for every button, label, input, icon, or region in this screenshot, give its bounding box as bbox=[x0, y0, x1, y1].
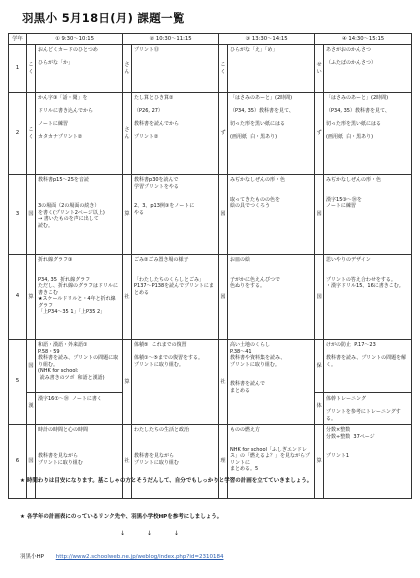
table-row bbox=[9, 255, 412, 340]
subject-cell: こく bbox=[27, 93, 36, 175]
grade-cell: 3 bbox=[9, 175, 27, 255]
assignment-line: 教科書を見ながら bbox=[38, 453, 79, 459]
subject-cell: 算 bbox=[123, 340, 132, 425]
subject-cell: 国 bbox=[315, 255, 324, 340]
assignment-line: 分数×整数 bbox=[326, 427, 351, 433]
subject-label: 国 bbox=[28, 362, 34, 369]
subject-cell: 理 bbox=[219, 425, 228, 499]
subject-cell: こく bbox=[27, 45, 36, 93]
assignment-line: 分数÷整数 37ページ bbox=[326, 433, 375, 440]
assignment-line: 教科書p30を読んで bbox=[134, 177, 179, 183]
assignment-line: → 書いたものを声に出して bbox=[38, 216, 99, 222]
subject-label: 漢 bbox=[27, 392, 35, 419]
note-1: ★ 時間わりは目安になります。基こしゃの方とそうだんして、自分でもしっかりと学習の計画を立てていきましょう。 bbox=[20, 478, 313, 484]
grade-cell: 1 bbox=[9, 45, 27, 93]
assignment-cell bbox=[324, 425, 412, 499]
assignment-cell bbox=[228, 340, 315, 425]
subject-cell: ず bbox=[219, 93, 228, 175]
assignment-line: 時計の時間と心の時間 bbox=[38, 427, 89, 433]
assignment-line: (NHK for school: bbox=[38, 368, 79, 374]
assignment-line: 読む。 bbox=[38, 222, 54, 229]
assignment-line: 教科書p15〜25を音読 bbox=[38, 177, 89, 183]
assignment-line: 教科書を読んで bbox=[230, 381, 266, 387]
assignment-line: 教科書や資料集を読み、 bbox=[230, 355, 286, 361]
assignment-line: 教科書を読み、プリントの問題に取り組む。 bbox=[38, 355, 119, 368]
subject-cell: 図 bbox=[219, 175, 228, 255]
assignment-line: 折れ線グラフ③ bbox=[38, 257, 73, 263]
arrows: ↓ ↓ ↓ bbox=[120, 530, 189, 537]
assignment-cell bbox=[132, 425, 219, 499]
header-period-2: ② 10:30〜11:15 bbox=[123, 34, 219, 45]
assignment-line: (画用紙 白・黒あり) bbox=[230, 134, 278, 140]
assignment-line: プリント② bbox=[134, 134, 159, 140]
subject-label: 体 bbox=[315, 392, 323, 419]
grade-cell: 6 bbox=[9, 425, 27, 499]
assignment-line: ドリルに書き込んでから bbox=[38, 108, 94, 114]
assignment-line: NHK for school「ふしぎエンドレス」の「燃えるよ？」を見ながらプリントに bbox=[230, 446, 311, 466]
grade-cell: 2 bbox=[9, 93, 27, 175]
assignment-cell bbox=[132, 45, 219, 93]
subject-cell: さん bbox=[123, 93, 132, 175]
assignment-cell bbox=[36, 340, 123, 425]
schedule-table bbox=[8, 33, 412, 499]
assignment-line: 体幹トレーニング bbox=[326, 396, 366, 402]
assignment-line: ★スケールドリルと・4年と折れ線グラフ bbox=[38, 296, 116, 309]
subject-cell bbox=[27, 340, 36, 425]
assignment-cell bbox=[132, 175, 219, 255]
assignment-cell bbox=[36, 425, 123, 499]
assignment-line: 学習プリントをやる bbox=[134, 183, 179, 190]
grade-cell: 4 bbox=[9, 255, 27, 340]
assignment-line: ただし、折れ線のグラフはドリルに書きこむ bbox=[38, 283, 119, 296]
subject-cell: こく bbox=[219, 45, 228, 93]
assignment-line: 体積①〜⑤までの復習をする。 bbox=[134, 355, 203, 361]
page-title: 羽黒小 5月18日(月) 課題一覧 bbox=[22, 11, 185, 25]
assignment-line: ・漢字ドリル15、16に書きこむ。 bbox=[326, 283, 404, 289]
header-row bbox=[9, 34, 412, 45]
assignment-line: 切った形を黒い紙にはる bbox=[326, 121, 382, 127]
header-grade: 学年 bbox=[9, 34, 27, 45]
subject-cell: 国 bbox=[27, 425, 36, 499]
assignment-cell bbox=[228, 425, 315, 499]
assignment-line: ひらがな「え」「め」 bbox=[230, 47, 278, 53]
assignment-line: まとめる。5 bbox=[230, 466, 259, 472]
header-period-4: ④ 14:30〜15:15 bbox=[315, 34, 412, 45]
assignment-line: 取ってきたものの色を bbox=[230, 196, 281, 203]
subject-cell: 算 bbox=[27, 255, 36, 340]
assignment-line: ごみ②ごみ置き場の様子 bbox=[134, 257, 189, 263]
assignment-line: みぢかなしぜんの形・色 bbox=[230, 177, 286, 183]
assignment-line: 色ぬりをする。 bbox=[230, 283, 266, 289]
assignment-line: プリント⑬ bbox=[134, 47, 159, 53]
assignment-cell bbox=[228, 93, 315, 175]
assignment-cell bbox=[132, 255, 219, 340]
subject-cell: ず bbox=[315, 93, 324, 175]
footer bbox=[20, 552, 223, 560]
subject-cell: さん bbox=[123, 45, 132, 93]
assignment-line: 2、3、p13例③をノートに bbox=[134, 203, 195, 209]
assignment-line: P.38〜41 bbox=[230, 348, 252, 355]
assignment-line: 体積⑤ これまでの復習 bbox=[134, 342, 187, 348]
assignment-cell bbox=[324, 255, 412, 340]
assignment-line: ものの燃え方 bbox=[230, 427, 261, 433]
assignment-line: (画用紙 白・黒あり) bbox=[326, 134, 374, 140]
assignment-line: 「はさみのあーと」(2時間) bbox=[326, 95, 389, 101]
table-row bbox=[9, 340, 412, 425]
assignment-line: 漢字16①〜⑳ ノートに書く bbox=[38, 396, 102, 402]
assignment-line: まとめる bbox=[230, 387, 251, 394]
subject-cell: 社 bbox=[219, 340, 228, 425]
subject-cell: せい bbox=[315, 45, 324, 93]
assignment-line: 切った形を黒い紙にはる bbox=[230, 121, 286, 127]
assignment-line: 高い土地のくらし bbox=[230, 342, 271, 348]
homepage-link[interactable]: http://www2.schoolweb.ne.jp/weblog/index.php?id=2310184 bbox=[55, 554, 224, 560]
subject-label: 保 bbox=[316, 362, 322, 369]
assignment-line: 教科書を読み、プリントの問題を解く。 bbox=[326, 355, 407, 368]
table-row bbox=[9, 175, 412, 255]
assignment-line: プリントに取り組む bbox=[38, 459, 83, 466]
assignment-cell bbox=[132, 93, 219, 175]
assignment-cell bbox=[36, 93, 123, 175]
assignment-line: P34, 35 折れ線グラフ bbox=[38, 276, 91, 283]
assignment-line: P.58・59 bbox=[38, 348, 60, 355]
assignment-line: やる bbox=[134, 209, 145, 216]
assignment-line: （ふたばのかんさつ） bbox=[326, 60, 377, 66]
assignment-line: 思いやりのデザイン bbox=[326, 257, 371, 263]
assignment-cell bbox=[36, 255, 123, 340]
assignment-line: （P34, 35）教科書を見て、 bbox=[230, 108, 294, 114]
table-row bbox=[9, 93, 412, 175]
assignment-line: 和語・漢語・外来語① bbox=[38, 342, 88, 348]
assignment-line: 漢字15③〜⑳を bbox=[326, 196, 362, 203]
subject-cell: 社 bbox=[123, 425, 132, 499]
assignment-line: プリントに取り組む。 bbox=[134, 361, 184, 368]
subject-cell: 国 bbox=[27, 175, 36, 255]
assignment-cell bbox=[228, 45, 315, 93]
table-row bbox=[9, 45, 412, 93]
assignment-cell bbox=[228, 255, 315, 340]
subject-cell: 図 bbox=[315, 175, 324, 255]
assignment-line: カタカナプリント② bbox=[38, 134, 83, 140]
table-row bbox=[9, 425, 412, 499]
assignment-line: （P34, 35）教科書を見て、 bbox=[326, 108, 390, 114]
grade-cell: 5 bbox=[9, 340, 27, 425]
note-2: ★ 各学年の計画表にのっているリンク先や、羽黒小学校HPを参考にしましょう。 bbox=[20, 514, 223, 520]
subject-cell bbox=[315, 340, 324, 425]
assignment-line: 「わたしたちのくらしとごみ」P137〜P138を読んでプリントにまとめる bbox=[134, 276, 214, 296]
assignment-line: 3の場面（2の場面の続き） bbox=[38, 203, 100, 209]
assignment-line: ノートに練習 bbox=[38, 121, 68, 127]
assignment-line: たし算とひき算② bbox=[134, 95, 174, 101]
assignment-cell bbox=[324, 340, 412, 425]
footer-label: 羽黒小HP bbox=[20, 554, 44, 560]
assignment-line: 絵の具でつくろう bbox=[230, 203, 271, 209]
assignment-cell bbox=[324, 45, 412, 93]
assignment-line: けがの防止 P.17〜23 bbox=[326, 342, 376, 348]
assignment-line: プリント1 bbox=[326, 453, 350, 459]
assignment-line: ひらがな「か」 bbox=[38, 60, 74, 66]
subject-cell: 算 bbox=[123, 175, 132, 255]
assignment-line: 読み書きのツボ 和語と漢語) bbox=[38, 374, 105, 381]
assignment-cell bbox=[324, 175, 412, 255]
assignment-line: 「はさみのあーと」(2時間) bbox=[230, 95, 293, 101]
assignment-cell bbox=[36, 45, 123, 93]
assignment-line: プリントの答え合わせをする。 bbox=[326, 276, 396, 283]
assignment-line: あさがおのかんさつ bbox=[326, 47, 372, 53]
header-period-3: ③ 13:30〜14:15 bbox=[219, 34, 315, 45]
assignment-line: を書く(プリント2ページ以上) bbox=[38, 209, 105, 216]
subject-cell: 図 bbox=[219, 255, 228, 340]
assignment-line: お皿の絵 bbox=[230, 257, 251, 263]
assignment-cell bbox=[228, 175, 315, 255]
assignment-line: かん字③「話・聞」を bbox=[38, 95, 88, 101]
subject-cell: 算 bbox=[315, 425, 324, 499]
assignment-line: プリントに取り組む。 bbox=[230, 361, 280, 368]
assignment-line: ノートに練習 bbox=[326, 203, 356, 209]
assignment-line: 子がかに色えんぴつで bbox=[230, 276, 281, 283]
assignment-line: 教科書を読んでから bbox=[134, 121, 180, 127]
assignment-cell bbox=[324, 93, 412, 175]
subject-cell: 社 bbox=[123, 255, 132, 340]
assignment-cell bbox=[132, 340, 219, 425]
assignment-line: おんどくカードのひとつめ bbox=[38, 47, 98, 53]
assignment-line: プリントを参考にトレーニングする。 bbox=[326, 409, 401, 422]
assignment-cell bbox=[36, 175, 123, 255]
assignment-line: みぢかなしぜんの形・色 bbox=[326, 177, 382, 183]
assignment-line: わたしたちの生活と政治 bbox=[134, 427, 190, 433]
assignment-line: 「上P34〜35 1」「上P35 2」 bbox=[38, 309, 106, 315]
header-period-1: ① 9:30〜10:15 bbox=[27, 34, 123, 45]
assignment-line: プリントに取り組む bbox=[134, 459, 179, 466]
assignment-line: 教科書を見ながら bbox=[134, 453, 175, 459]
assignment-line: （P26, 27） bbox=[134, 108, 163, 114]
